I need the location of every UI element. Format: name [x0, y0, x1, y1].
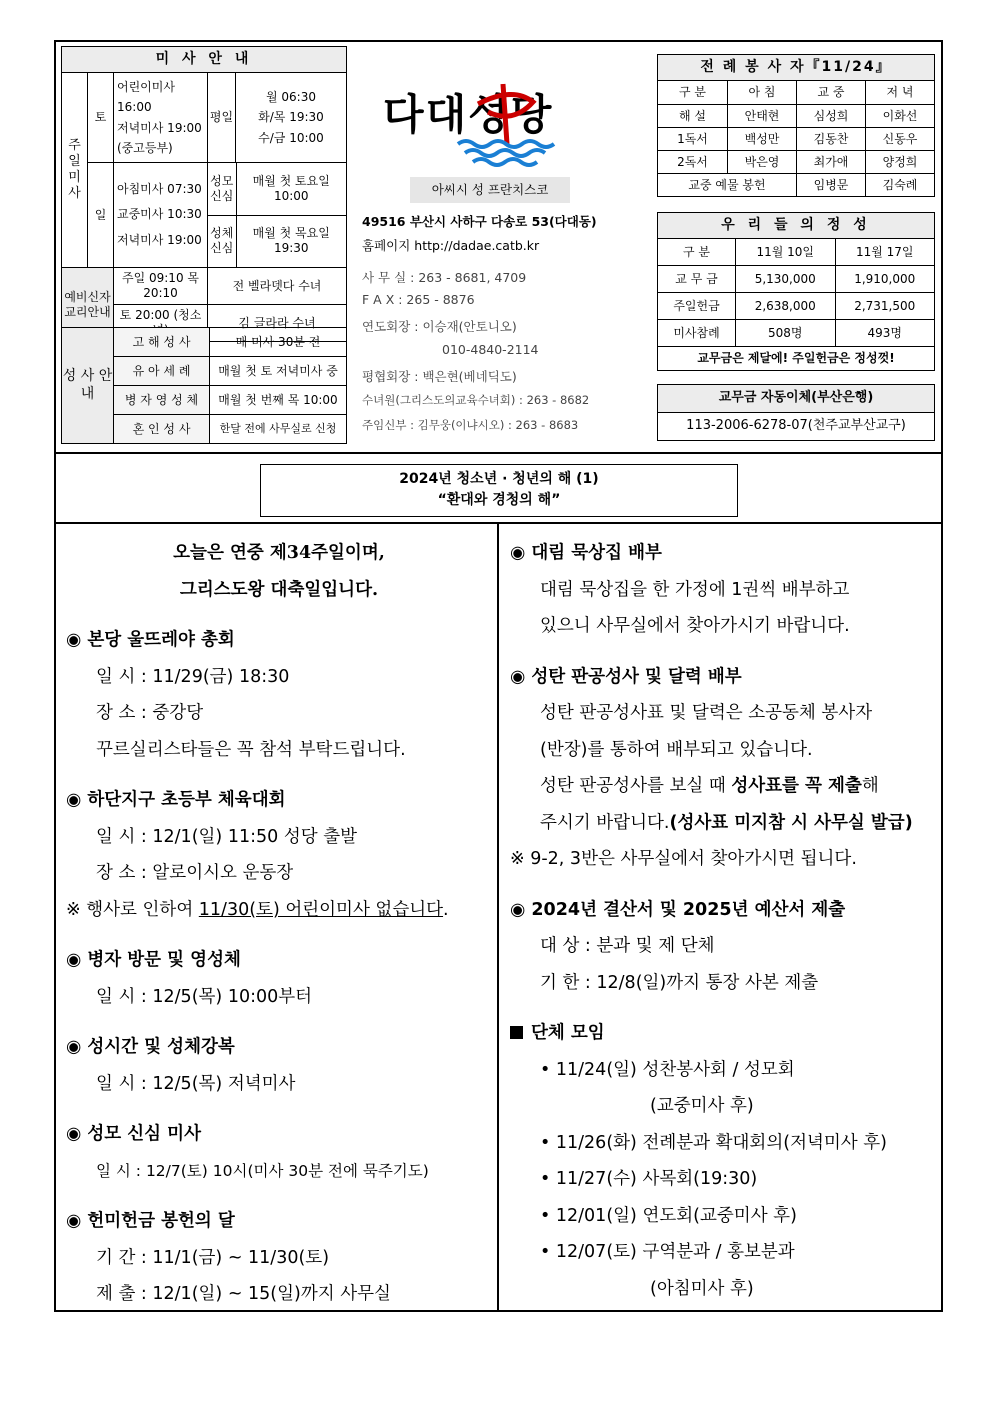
sunday-label: 일: [88, 163, 114, 268]
list-item: • 11/26(화) 전례분과 확대회의(저녁미사 후): [540, 1132, 887, 1153]
list-item: • 11/27(수) 사목회(19:30): [540, 1169, 758, 1189]
weekday-label: 평일: [208, 73, 236, 163]
intro-line: 오늘은 연중 제34주일이며,: [173, 543, 385, 563]
council-president: 연도회장 : 이승재(안토니오): [362, 319, 517, 334]
notice-title: ◉ 헌미헌금 봉헌의 달: [66, 1211, 235, 1231]
pastor-phone: 주임신부 : 김무웅(이냐시오) : 263 - 8683: [362, 418, 579, 432]
lay-president: 평협회장 : 백은현(베네딕도): [362, 369, 517, 384]
parish-logo: [383, 82, 643, 172]
convent-phone: 수녀원(그리스도의교육수녀회) : 263 - 8682: [362, 393, 590, 407]
intro-line: 그리스도왕 대축일입니다.: [179, 579, 379, 600]
catechumen-teacher: 김 글라라 수녀: [208, 305, 347, 342]
cross-wave-icon: [443, 74, 583, 169]
sunday-mass-label: 주일미사: [62, 73, 88, 268]
list-item: (아침미사 후): [650, 1278, 754, 1299]
parish-address: 49516 부산시 사하구 다송로 53(다대동): [362, 214, 597, 229]
devotion-masses: 성모신심 매월 첫 토요일 10:00 성체신심 매월 첫 목요일 19:30: [208, 163, 347, 268]
notice-title: ◉ 하단지구 초등부 체육대회: [66, 790, 286, 810]
homepage-link[interactable]: 홈페이지 http://dadae.catb.kr: [362, 238, 540, 253]
notice-title: ◉ 2024년 결산서 및 2025년 예산서 제출: [510, 899, 846, 920]
auto-transfer-table: [657, 384, 935, 441]
left-column: 오늘은 연중 제34주일이며, 그리스도왕 대축일입니다. ◉ 본당 울뜨레야 총회 일 시 : 11/29(금) 18:30 장 소 : 중강당 꾸르실리스타들은 꼭 참석 부탁드립니다. ◉ 하단지구 초등부 체육대회 일 시 : 12/1(일) 11:50 성당 출발 장 소 : 알로이시오 운동장 ※ 행사로 인하여 11/30(토) 어린이미사 없습니다. ◉ 병자 방문 및 영성체 일 시 : 12/5(목) 10:00부터 ◉ 성시간 및 성체강복 일 시 : 12/5(목) 저녁미사 ◉ 성모 신심 미사 일 시 : 12/7(토) 10시(미사 30분 전에 묵주기도) ◉ 헌미헌금 봉헌의 달 기 간 : 11/1(금) ~ 11/30(토) 제 출 : 12/1(일) ~ 15(일)까지 사무실: [66, 535, 492, 1313]
saturday-mass-list: 어린이미사 16:00 저녁미사 19:00 (중고등부): [114, 73, 208, 163]
sacrament-table: 성 사 안 내 고 해 성 사 매 미사 30분 전 유 아 세 례 매월 첫 토 저녁미사 중 병 자 영 성 체 매월 첫 번째 목 10:00 혼 인 성 사 한달 전에 사무실로 신청: [61, 327, 347, 444]
list-item: • 12/07(토) 구역분과 / 홍보분과: [540, 1242, 795, 1262]
notice-title: ◉ 본당 울뜨레야 총회: [66, 630, 235, 650]
catechumen-time: 토 20:00 (청소: [114, 305, 208, 342]
saturday-label: 토: [88, 73, 114, 163]
parish-name: 다대성당: [383, 90, 554, 139]
list-item: • 11/24(일) 성찬봉사회 / 성모회: [540, 1059, 795, 1080]
offerings-note: 교무금은 제달에! 주일헌금은 정성껏!: [658, 347, 935, 371]
sacrament-title: 성 사 안 내: [62, 328, 114, 444]
list-item: (교중미사 후): [650, 1096, 754, 1116]
fax-number: F A X : 265 - 8876: [362, 292, 475, 307]
weekday-mass-list: 월 06:30 화/목 19:30 수/금 10:00: [236, 73, 347, 163]
catechumen-time: 주일 09:10 목 20:10: [114, 268, 208, 305]
column-divider: [497, 524, 499, 1312]
mass-schedule-title: 미 사 안 내: [62, 47, 347, 73]
sunday-mass-list: 아침미사 07:30 교중미사 10:30 저녁미사 19:00: [114, 163, 208, 268]
liturgy-servers-table: 전 례 봉 사 자『11/24』 구 분 아 침 교 중 저 녁 해 설 안태현 심성희 이화선 1독서 백성만 김동찬 신동우 2독서 박은영 최가애 양정희 교중 예물 봉헌 임병문 김숙례: [657, 54, 935, 197]
header-divider: [54, 452, 943, 454]
council-phone: 010-4840-2114: [442, 342, 539, 357]
right-column: ◉ 대림 묵상집 배부 대림 묵상집을 한 가정에 1권씩 배부하고 있으니 사무실에서 찾아가시기 바랍니다. ◉ 성탄 판공성사 및 달력 배부 성탄 판공성사표 및 달력은 소공동체 봉사자 (반장)를 통하여 배부되고 있습니다. 성탄 판공성사를 보실 때 성사표를 꼭 제출해 주시기 바랍니다.(성사표 미지참 시 사무실 발급) ※ 9-2, 3반은 사무실에서 찾아가시면 됩니다. ◉ 2024년 결산서 및 2025년 예산서 제출 대 상 : 분과 및 제 단체 기 한 : 12/8(일)까지 통장 사본 제출 단체 모임 • 11/24(일) 성찬봉사회 / 성모회 (교중미사 후) • 11/26(화) 전례분과 확대회의(저녁미사 후) • 11/27(수) 사목회(19:30) • 12/01(일) 연도회(교중미사 후) • 12/07(토) 구역분과 / 홍보분과 (아침미사 후): [510, 535, 938, 1307]
servers-title: 전 례 봉 사 자『11/24』: [658, 55, 935, 81]
notice-title: ◉ 성시간 및 성체강복: [66, 1037, 235, 1057]
offerings-table: 우 리 들 의 정 성 구 분 11월 10일 11월 17일 교 무 금 5,130,000 1,910,000 주일헌금 2,638,000 2,731,500 미사참례 508명 493명 교무금은 제달에! 주일헌금은 정성껏!: [657, 212, 935, 371]
patron-saint: 아씨시 성 프란치스코: [410, 177, 570, 203]
list-item: • 12/01(일) 연도회(교중미사 후): [540, 1205, 797, 1226]
banner-line2: “환대와 경청의 해”: [437, 492, 561, 508]
catechumen-label: 예비신자 교리안내: [62, 268, 114, 342]
office-phone: 사 무 실 : 263 - 8681, 4709: [362, 270, 527, 285]
bank-account: 113-2006-6278-07(천주교부산교구): [658, 413, 935, 441]
banner-line1: 2024년 청소년 · 청년의 해 (1): [399, 471, 599, 487]
bank-title: 교무금 자동이체(부산은행): [658, 385, 935, 413]
notice-title: ◉ 성탄 판공성사 및 달력 배부: [510, 666, 742, 687]
notice-title: ◉ 성모 신심 미사: [66, 1124, 201, 1144]
square-bullet-icon: [510, 1026, 523, 1039]
notice-title: ◉ 대림 묵상집 배부: [510, 543, 662, 563]
year-banner: [260, 464, 738, 517]
catechumen-teacher: 전 벨라뎃다 수녀: [208, 268, 347, 305]
notice-title: 단체 모임: [531, 1023, 605, 1043]
notice-title: ◉ 병자 방문 및 영성체: [66, 950, 241, 970]
offerings-title: 우 리 들 의 정 성: [658, 213, 935, 239]
mass-schedule-table: [61, 46, 347, 342]
